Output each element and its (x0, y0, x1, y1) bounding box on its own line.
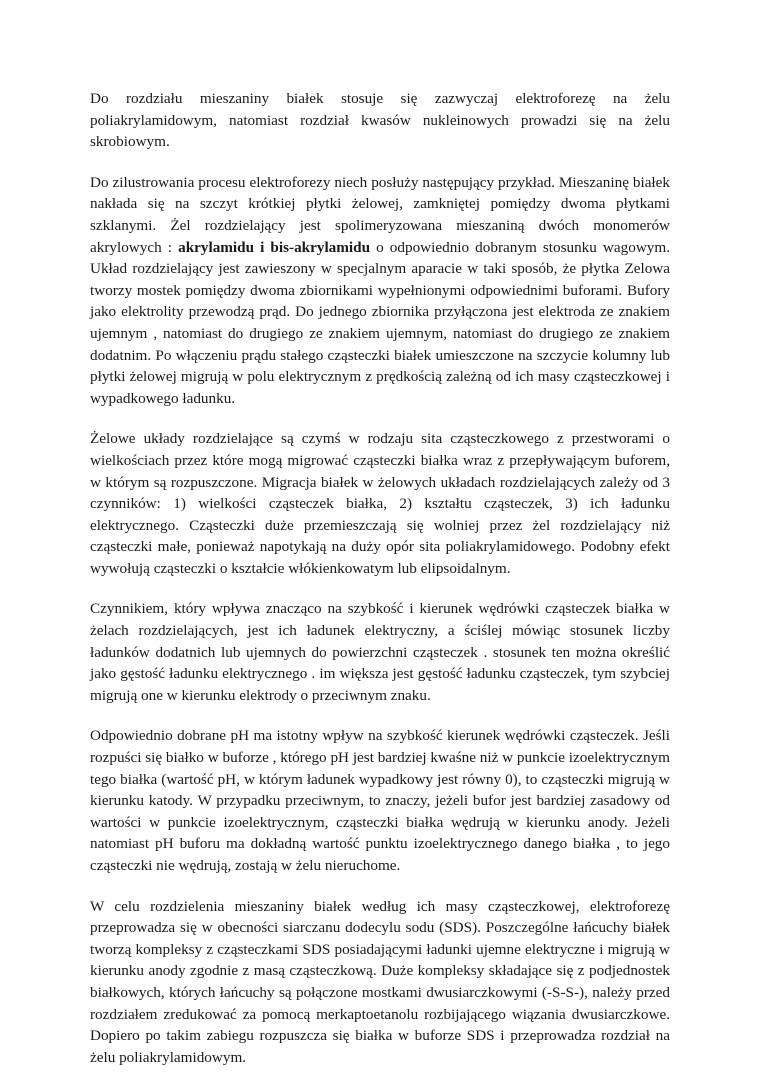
paragraph-example-text-before: Do zilustrowania procesu elektroforezy niech posłuży następujący przykład. Mieszaninę białek nakłada się na szczyt krótkiej płytki żelowej, zamkniętej pomiędzy dwoma płytkami szklanymi. Żel rozdzielający jest spolimeryzowana mieszaniną dwóch monomerów akrylowych : (90, 173, 670, 256)
paragraph-gel-systems: Żelowe układy rozdzielające są czymś w rodzaju sita cząsteczkowego z przestworami o wielkościach przez które mogą migrować cząsteczki białka wraz z przepływającym buforem, w którym są rozpuszczone. Migracja białek w żelowych układach rozdzielających zależy od 3 czynników: 1) wielkości cząsteczek białka, 2) kształtu cząsteczek, 3) ich ładunku elektrycznego. Cząsteczki duże przemieszczają się wolniej przez żel rozdzielający niż cząsteczki małe, ponieważ napotykają na duży opór sita poliakrylamidowego. Podobny efekt wywołują cząsteczki o kształcie włókienkowatym lub elipsoidalnym. (90, 430, 670, 577)
paragraph-sds: W celu rozdzielenia mieszaniny białek według ich masy cząsteczkowej, elektroforezę przeprowadza się w obecności siarczanu dodecylu sodu (SDS). Poszczególne łańcuchy białek tworzą kompleksy z cząsteczkami SDS posiadającymi ładunki ujemne elektryczne i migrują w kierunku anody zgodnie z masą cząsteczkową. Duże kompleksy składające się z podjednostek białkowych, których łańcuchy są połączone mostkami dwusiarczkowymi (-S-S-), należy przed rozdziałem zredukować za pomocą merkaptoetanolu rozbijającego wiązania dwusiarczkowe. Dopiero po takim zabiegu rozpuszcza się białka w buforze SDS i przeprowadza rozdział na żelu poliakrylamidowym. (90, 897, 670, 1066)
paragraph-example (90, 172, 670, 410)
paragraph-ph: Odpowiednio dobrane pH ma istotny wpływ na szybkość kierunek wędrówki cząsteczek. Jeśli rozpuści się białko w buforze , którego pH jest bardziej kwaśne niż w punkcie izoelektrycznym tego białka (wartość pH, w którym ładunek wypadkowy jest równy 0), to cząsteczki migrują w kierunku katody. W przypadku przeciwnym, to znaczy, jeżeli bufor jest bardziej zasadowy od wartości w punkcie izoelektrycznym, cząsteczki białka wędrują w kierunku anody. Jeżeli natomiast pH buforu ma dokładną wartość punktu izoelektrycznego danego białka , to jego cząsteczki nie wędrują, zostają w żelu nieruchome. (90, 727, 670, 874)
monomers-bold-text: akrylamidu i bis-akrylamidu (178, 238, 371, 256)
paragraph-intro: Do rozdziału mieszaniny białek stosuje się zazwyczaj elektroforezę na żelu poliakrylamidowym, natomiast rozdział kwasów nukleinowych prowadzi się na żelu skrobiowym. (90, 90, 670, 151)
paragraph-charge: Czynnikiem, który wpływa znacząco na szybkość i kierunek wędrówki cząsteczek białka w żelach rozdzielających, jest ich ładunek elektryczny, a ściślej mówiąc stosunek liczby ładunków dodatnich lub ujemnych do powierzchni cząsteczek . stosunek ten można określić jako gęstość ładunku elektrycznego . im większa jest gęstość ładunku cząsteczek, tym szybciej migrują one w kierunku elektrody o przeciwnym znaku. (90, 600, 670, 704)
document-body (90, 88, 670, 1068)
paragraph-example-text-after: o odpowiednio dobranym stosunku wagowym. Układ rozdzielający jest zawieszony w specjalnym aparacie w taki sposób, że płytka Zelowa tworzy mostek pomiędzy dwoma zbiornikami wypełnionymi odpowiednimi buforami. Bufory jako elektrolity przewodzą prąd. Do jednego zbiornika przyłączona jest elektroda ze znakiem ujemnym , natomiast do drugiego ze znakiem ujemnym, natomiast do drugiego ze znakiem dodatnim. Po włączeniu prądu stałego cząsteczki białek umieszczone na szczycie kolumny lub płytki żelowej migrują w polu elektrycznym z prędkością zależną od ich masy cząsteczkowej i wypadkowego ładunku. (90, 238, 671, 407)
